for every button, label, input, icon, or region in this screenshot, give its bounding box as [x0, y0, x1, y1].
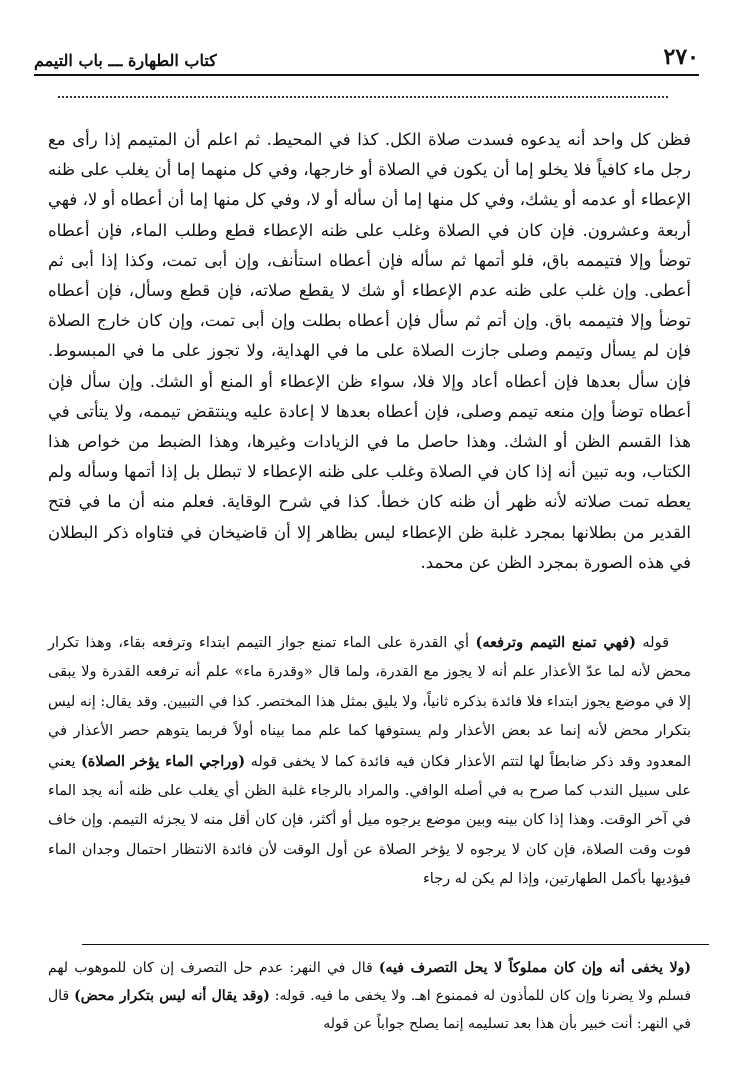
footnote — [48, 954, 691, 1038]
running-title: كتاب الطهارة ـــ باب التيمم — [34, 51, 217, 70]
footnote-text-2: قال في النهر: أنت خبير بأن هذا بعد تسليمه إنما يصلح جواباً عن قوله — [48, 988, 691, 1032]
footnote-rule — [82, 944, 709, 945]
main-paragraph-2 — [48, 628, 691, 895]
footnote-quote-1: (ولا يخفى أنه وإن كان مملوكاً لا يحل التصرف فيه) — [378, 960, 691, 976]
paragraph-2-mid: أي القدرة على الماء تمنع جواز التيمم ابتداء وترفعه بقاء، وهذا تكرار محض لأنه لما عدّ الأعذار علم أنه لا يجوز مع القدرة، ولما قال «وقدرة ماء» علم أنه ترفعه القدرة ولا يبقى إلا في موضع يجوز ابتداء فلا فائدة بذكره ثانياً، ولا يليق بمثل هذا المختصر. كذا في التبيين. وقد يقال: إنه ليس بتكرار محض لأنه إنما عد بعض الأعذار ولم يستوفها كما علم مما بيناه أولاً فربما يتوهم حصر الأعذار في المعدود وقد ذكر ضابطاً لها لتتم الأعذار فكان فيه فائدة كما لا يخفى قوله — [48, 635, 692, 770]
footnote-text-1: قال في النهر: عدم حل التصرف إن كان للموهوب لهم فسلم ولا يضرنا وإن كان للمأذون له فممنوع اهـ. ولا يخفى ما فيه. قوله: — [48, 960, 692, 1004]
dotted-separator — [58, 96, 668, 98]
footnote-quote-2: (وقد يقال أنه ليس بتكرار محض) — [74, 988, 270, 1004]
paragraph-2-end: يعني على سبيل الندب كما صرح به في أصله الوافي. والمراد بالرجاء غلبة الظن أي يغلب على ظنه أنه يجد الماء في آخر الوقت. وهذا إذا كان بينه وبين موضع يرجوه ميل أو أكثر، فإن كان أقل منه لا يجزئه التيمم. وإن خاف فوت وقت الصلاة، فإن كان لا يرجوه لا يؤخر الصلاة عن أول الوقت لأن فائدة الانتظار احتمال وجدان الماء فيؤديها بأكمل الطهارتين، وإذا لم يكن له رجاء — [48, 753, 691, 888]
header-rule — [34, 74, 699, 76]
quoted-matn-1: (فهي تمنع التيمم وترفعه) — [475, 634, 636, 651]
quoted-matn-2: (وراجي الماء يؤخر الصلاة) — [80, 752, 246, 770]
page-header — [34, 40, 699, 70]
main-paragraph-1: فظن كل واحد أنه يدعوه فسدت صلاة الكل. كذا في المحيط. ثم اعلم أن المتيمم إذا رأى مع رجل ماء كافياً فلا يخلو إما أن يكون في الصلاة أو خارجها، وفي كل منهما إما أن يغلب على ظنه الإعطاء أو عدمه أو يشك، وفي كل منها إما أن سأله أو لا، وفي كل منها إما أن أعطاه أو لا، فهي أربعة وعشرون. فإن كان في الصلاة وغلب على ظنه الإعطاء قطع وطلب الماء، فإن أعطاه توضأ وإلا فتيممه باق، فلو أتمها ثم سأله فإن أعطاه استأنف، وإن أبى تمت، وكذا إذا أبى ثم أعطى. وإن غلب على ظنه عدم الإعطاء أو شك لا يقطع صلاته، فإن قطع وسأل، فإن أعطاه توضأ وإلا فتيممه باق. وإن أتم ثم سأل فإن أعطاه بطلت وإن أبى تمت، وإن كان خارج الصلاة فإن لم يسأل وتيمم وصلى جازت الصلاة على ما في الهداية، ولا تجوز على ما في المبسوط. فإن سأل بعدها فإن أعطاه أعاد وإلا فلا، سواء ظن الإعطاء أو المنع أو الشك. وإن سأل فإن أعطاه توضأ وإن منعه تيمم وصلى، فإن أعطاه بعدها لا إعادة عليه وينتقض تيممه، ولا يتأتى في هذا القسم الظن أو الشك. وهذا حاصل ما في الزيادات وغيرها، وهذا الضبط من خواص هذا الكتاب، وبه تبين أنه إذا كان في الصلاة وغلب على ظنه الإعطاء لا تبطل بل إذا أتمها وسأله ولم يعطه تمت صلاته لأنه ظهر أن ظنه كان خطأ. كذا في شرح الوقاية. فعلم منه أن ما في فتح القدير من بطلانها بمجرد غلبة ظن الإعطاء ليس بظاهر إلا أن قاضيخان في فتاواه ذكر البطلان في هذه الصورة بمجرد الظن عن محمد. — [48, 130, 691, 572]
page-number: ٢٧٠ — [663, 44, 699, 70]
paragraph-2-intro: قوله — [642, 635, 670, 651]
